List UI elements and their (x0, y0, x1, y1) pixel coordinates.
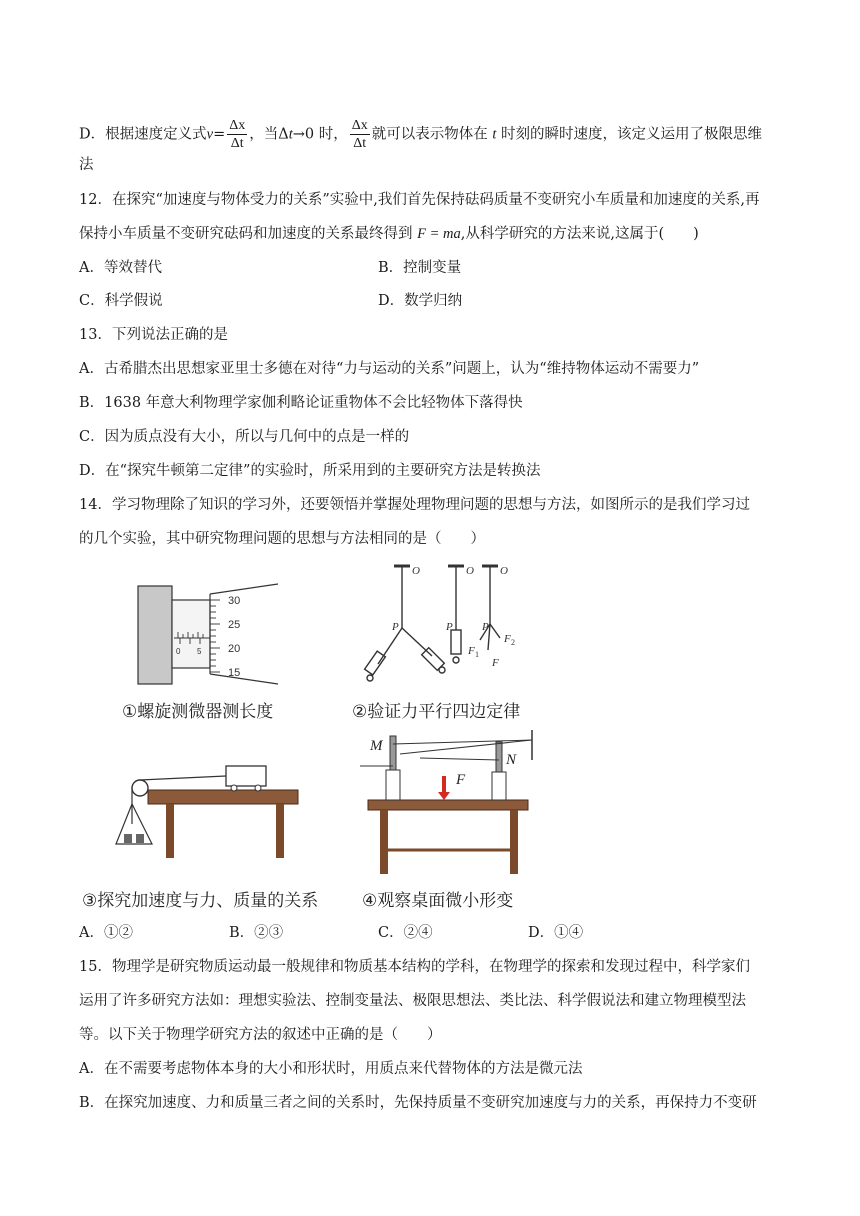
q14-stem-line2: 的几个实验，其中研究物理问题的思想与方法相同的是（ ） (79, 531, 485, 547)
micrometer-tick-15: 15 (228, 667, 241, 679)
q14-option-d[interactable]: D．①④ (528, 925, 584, 941)
fraction-numerator-2: Δx (351, 118, 368, 133)
velocity-fraction-2 (350, 117, 370, 152)
q13-stem: 13．下列说法正确的是 (79, 327, 228, 343)
q13-option-a[interactable]: A．古希腊杰出思想家亚里士多德在对待“力与运动的关系”问题上，认为“维持物体运动不需要力” (79, 361, 700, 377)
fig2-label-p1: P (392, 621, 399, 633)
fig2-label-f1: F (468, 645, 475, 657)
q11-d-prefix: D．根据速度定义式 (79, 126, 207, 143)
fraction-denominator-2: Δt (353, 136, 367, 151)
q12-option-b[interactable]: B．控制变量 (378, 260, 462, 276)
micrometer-tick-20: 20 (228, 643, 241, 655)
fig2-label-o2: O (466, 565, 474, 577)
q11-d-mid: ，当Δ (249, 126, 289, 143)
fig2-label-o1: O (412, 565, 420, 577)
micrometer-tick-30: 30 (228, 595, 241, 607)
velocity-fraction (227, 117, 247, 152)
q14-option-c[interactable]: C．②④ (378, 925, 433, 941)
micrometer-main-5: 5 (197, 647, 202, 656)
q12-stem-line1: 12．在探究“加速度与物体受力的关系”实验中,我们首先保持砝码质量不变研究小车质量和加速度的关系,再 (79, 192, 760, 208)
fig4-label-m: M (370, 738, 383, 754)
micrometer-tick-25: 25 (228, 619, 241, 631)
fraction-denominator: Δt (230, 136, 244, 151)
fig2-label-f: F (492, 657, 499, 669)
q15-option-a[interactable]: A．在不需要考虑物体本身的大小和形状时，用质点来代替物体的方法是微元法 (79, 1061, 583, 1077)
fig2-label-f2: F (504, 633, 511, 645)
fig4-label-f: F (456, 772, 466, 788)
q15-stem-line3: 等。以下关于物理学研究方法的叙述中正确的是（ ） (79, 1027, 442, 1043)
micrometer-main-0: 0 (176, 647, 181, 656)
velocity-symbol: v (206, 126, 214, 143)
q14-stem-line1: 14．学习物理除了知识的学习外，还要领悟并掌握处理物理问题的思想与方法，如图所示的是我们学习过 (79, 497, 750, 513)
q12-option-a[interactable]: A．等效替代 (79, 260, 162, 276)
q12-option-d[interactable]: D．数学归纳 (378, 293, 463, 309)
fig2-label-p2: P (446, 621, 453, 633)
time-symbol: t (288, 126, 293, 143)
q12-option-c[interactable]: C．科学假说 (79, 293, 163, 309)
fig2-label-f1-sub: 1 (475, 650, 479, 659)
fig2-label-o3: O (500, 565, 508, 577)
q13-option-c[interactable]: C．因为质点没有大小，所以与几何中的点是一样的 (79, 429, 410, 445)
q15-stem-line1: 15．物理学是研究物质运动最一般规律和物质基本结构的学科，在物理学的探索和发现过程中，科学家们 (79, 959, 750, 975)
fig2-label-f2-sub: 2 (511, 638, 515, 647)
fig4-label-n: N (506, 752, 517, 768)
fraction-numerator: Δx (229, 118, 246, 133)
q14-option-a[interactable]: A．①② (79, 925, 133, 941)
q12-line2-a: 保持小车质量不变研究砝码和加速度的关系最终得到 (79, 226, 413, 242)
q15-stem-line2: 运用了许多研究方法如：理想实验法、控制变量法、极限思想法、类比法、科学假说法和建立物理模型法 (79, 993, 746, 1009)
q11-d-tail-b: 时刻的瞬时速度，该定义运用了极限思维 (501, 126, 762, 143)
q12-line2-b: ,从科学研究的方法来说,这属于( ) (460, 226, 699, 242)
micrometer-figure (130, 580, 290, 690)
caption-cart: ③探究加速度与力、质量的关系 (82, 891, 319, 911)
caption-micrometer: ①螺旋测微器测长度 (122, 702, 274, 722)
equals-sign: = (213, 126, 226, 143)
q13-option-b[interactable]: B．1638 年意大利物理学家伽利略论证重物体不会比轻物体下落得快 (79, 395, 523, 411)
q11-option-d (79, 117, 762, 152)
parallelogram-figure (360, 560, 540, 692)
cart-table-figure (110, 752, 310, 864)
q15-option-b[interactable]: B．在探究加速度、力和质量三者之间的关系时，先保持质量不变研究加速度与力的关系，再保持力不变研 (79, 1095, 757, 1111)
time-symbol-2: t (492, 126, 497, 143)
q11-d-tail-a: 就可以表示物体在 (371, 126, 488, 143)
q11-d-arrow: →0 时， (292, 126, 348, 143)
fig2-label-p3: P (482, 621, 489, 633)
q13-option-d[interactable]: D．在“探究牛顿第二定律”的实验时，所采用到的主要研究方法是转换法 (79, 463, 541, 479)
caption-parallelogram: ②验证力平行四边定律 (352, 702, 521, 722)
caption-desk: ④观察桌面微小形变 (362, 891, 514, 911)
q14-option-b[interactable]: B．②③ (229, 925, 284, 941)
newton-formula: F = ma (417, 226, 461, 242)
q12-stem-line2 (79, 224, 699, 244)
q11-option-d-line2: 法 (79, 157, 94, 173)
desk-deformation-figure (360, 730, 540, 880)
